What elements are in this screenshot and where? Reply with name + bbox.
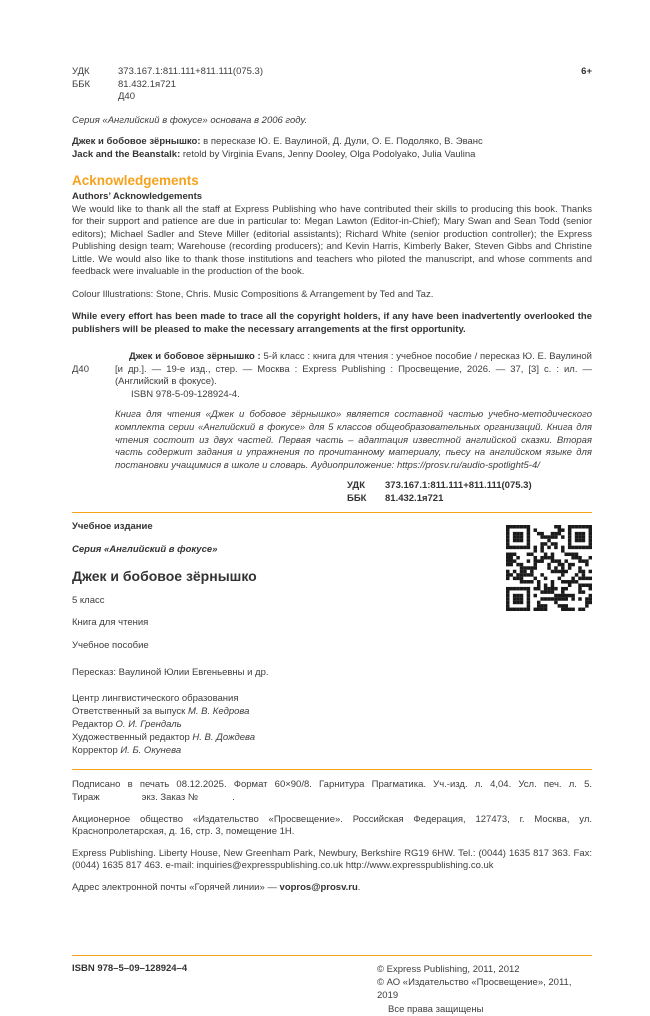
staff-role: Корректор <box>72 745 121 757</box>
bbk-value: 81.432.1я721 <box>118 78 176 90</box>
catalog-entry-rest: 5-й класс : книга для чтения : учебное пособие / пересказ Ю. Е. Ваулиной [и др.]. — 19-е изд., стер. — Москва : Express Publishing : Просвещение, 2026. — 37, [3] с. : ил. — (Английский в фокусе). <box>115 351 592 388</box>
bbk-label: ББК <box>72 78 91 90</box>
linguistic-center: Центр лингвистического образования <box>72 692 239 704</box>
udk-row <box>72 66 592 79</box>
edition-type: Учебное пособие <box>72 640 149 652</box>
staff-release-manager <box>72 705 592 718</box>
bibliographic-codes <box>72 66 592 104</box>
catalog-author-sign: Д40 <box>72 364 90 376</box>
title-english-lead: Jack and the Beanstalk: <box>72 148 181 160</box>
hotline-email: vopros@prosv.ru <box>279 881 358 893</box>
footer-rule <box>72 955 592 956</box>
staff-name: М. В. Кедрова <box>187 706 250 718</box>
acknowledgements-body: We would like to thank all the staff at Express Publishing who have contributed their skills to producing this book. Thanks for their support and patience are due in particular to: Megan Lawton (Editor-in-Chief); Mary Swan and Sean Todd (senior editors); Michael Sadler and Steve Miller (editorial assistants); Richard White (senior production controller); the Express Publishing design team; Warehouse (recording producers); and Kevin Harris, Kimberly Baker, Steven Gibbs and Christine Little. We would also like to thank those institutions and teachers who piloted the manuscript, and whose comments and feedback were invaluable in the production of the book. <box>72 203 592 278</box>
staff-editor <box>72 718 592 731</box>
copyright-express: © Express Publishing, 2011, 2012 <box>377 964 520 976</box>
staff-role: Художественный редактор <box>72 732 193 744</box>
illustrations-credit: Colour Illustrations: Stone, Chris. Music Compositions & Arrangement by Ted and Taz. <box>72 288 434 300</box>
staff-role: Ответственный за выпуск <box>72 706 188 718</box>
catalog-isbn: ISBN 978-5-09-128924-4. <box>131 388 240 400</box>
title-russian <box>72 136 592 149</box>
staff-name: И. Б. Окунева <box>120 745 182 757</box>
catalog-card <box>72 351 592 472</box>
catalog-entry-title: Джек и бобовое зёрнышко : <box>129 351 261 363</box>
edition-block <box>72 521 592 757</box>
bbk-value: 81.432.1я721 <box>385 492 444 504</box>
staff-name: О. И. Грендаль <box>115 719 182 731</box>
title-english <box>72 149 592 162</box>
hotline-period: . <box>357 881 361 893</box>
print-data-line: Подписано в печать 08.12.2025. Формат 60×90/8. Гарнитура Прагматика. Уч.-изд. л. 4,04. Усл. печ. л. 5. <box>72 779 592 791</box>
bbk-label: ББК <box>347 492 367 504</box>
udk-value: 373.167.1:811.111+811.111(075.3) <box>118 66 264 77</box>
series-founded-note: Серия «Английский в фокусе» основана в 2006 году. <box>72 114 308 126</box>
edition-grade: 5 класс <box>72 594 105 606</box>
hotline-label: Адрес электронной почты «Горячей линии» — <box>72 881 280 893</box>
footer-isbn: ISBN 978–5–09–128924–4 <box>72 963 188 975</box>
tirazh-label: Тираж <box>72 792 100 803</box>
copyright-prosveshchenie: © АО «Издательство «Просвещение», 2011, 2019 <box>377 977 572 1002</box>
copyright-notice: While every effort has been made to trace all the copyright holders, if any have been inadvertently overlooked the publishers will be pleased to make the necessary arrangements at the first opportunity. <box>72 311 592 335</box>
acknowledgements-heading: Acknowledgements <box>72 173 199 189</box>
tirazh-period: . <box>232 792 235 803</box>
udk-value: 373.167.1:811.111+811.111(075.3) <box>385 480 532 492</box>
edition-series: Серия «Английский в фокусе» <box>72 543 218 555</box>
edition-retold-by: Пересказ: Ваулиной Юлии Евгеньевны и др. <box>72 667 269 679</box>
age-rating-badge: 6+ <box>581 66 592 77</box>
catalog-entry <box>115 351 592 389</box>
publisher-address-en: Express Publishing. Liberty House, New Greenham Park, Newbury, Berkshire RG19 6HW. Tel.: (0044) 1635 817 363. Fax: (0044) 1635 817 463. e-mail: inquiries@expresspublishing.co.uk http://www.expresspublishing.co.uk <box>72 847 592 872</box>
udk-row-bottom <box>347 480 592 493</box>
qr-code <box>506 525 592 611</box>
copyright-block <box>377 963 592 1015</box>
title-block <box>72 136 592 161</box>
order-label: экз. Заказ № <box>141 792 199 803</box>
title-english-rest: retold by Virginia Evans, Jenny Dooley, Olga Podolyako, Julia Vaulina <box>180 148 476 160</box>
staff-art-editor <box>72 731 592 744</box>
catalog-annotation: Книга для чтения «Джек и бобовое зёрнышко» является составной частью учебно-методического комплекта серии «Английский в фокусе» для 5 классов общеобразовательных организаций. Книга для чтения состоит из двух частей. Первая часть – адаптация известной английской сказки. Вторая часть содержит задания и упражнения по прочитанному материалу, пьесу на английском языке для постановки учащимися в школе и словарь. Аудиоприложение: https://prosv.ru/audio-spotlight5-4/ <box>115 409 592 471</box>
footer <box>72 963 592 1015</box>
bbk-row <box>72 79 592 92</box>
bibliographic-codes-bottom <box>72 480 592 505</box>
author-sign: Д40 <box>118 91 136 103</box>
staff-role: Редактор <box>72 719 116 731</box>
edition-subtitle: Книга для чтения <box>72 617 149 629</box>
hotline-line <box>72 882 592 895</box>
title-russian-rest: в пересказе Ю. Е. Ваулиной, Д. Дули, О. Е. Подоляко, В. Эванс <box>200 136 483 148</box>
staff-proofreader <box>72 744 592 757</box>
print-data-block <box>72 779 592 894</box>
divider-rule <box>72 512 592 513</box>
staff-name: Н. В. Дождева <box>192 732 256 744</box>
edition-title: Джек и бобовое зёрнышко <box>72 567 257 584</box>
udk-label: УДК <box>72 66 90 77</box>
rights-reserved: Все права защищены <box>388 1003 484 1015</box>
tirazh-line <box>72 792 592 805</box>
divider-rule <box>72 769 592 770</box>
udk-label: УДК <box>347 480 365 492</box>
publisher-address-ru: Акционерное общество «Издательство «Просвещение». Российская Федерация, 127473, г. Москва, ул. Краснопролетарская, д. 16, стр. 3, помещение 1Н. <box>72 813 592 838</box>
edition-kind: Учебное издание <box>72 521 153 533</box>
bbk-row-bottom <box>347 493 592 506</box>
title-russian-lead: Джек и бобовое зёрнышко: <box>72 136 201 148</box>
authors-acknowledgements-subheading: Authors’ Acknowledgements <box>72 191 203 202</box>
